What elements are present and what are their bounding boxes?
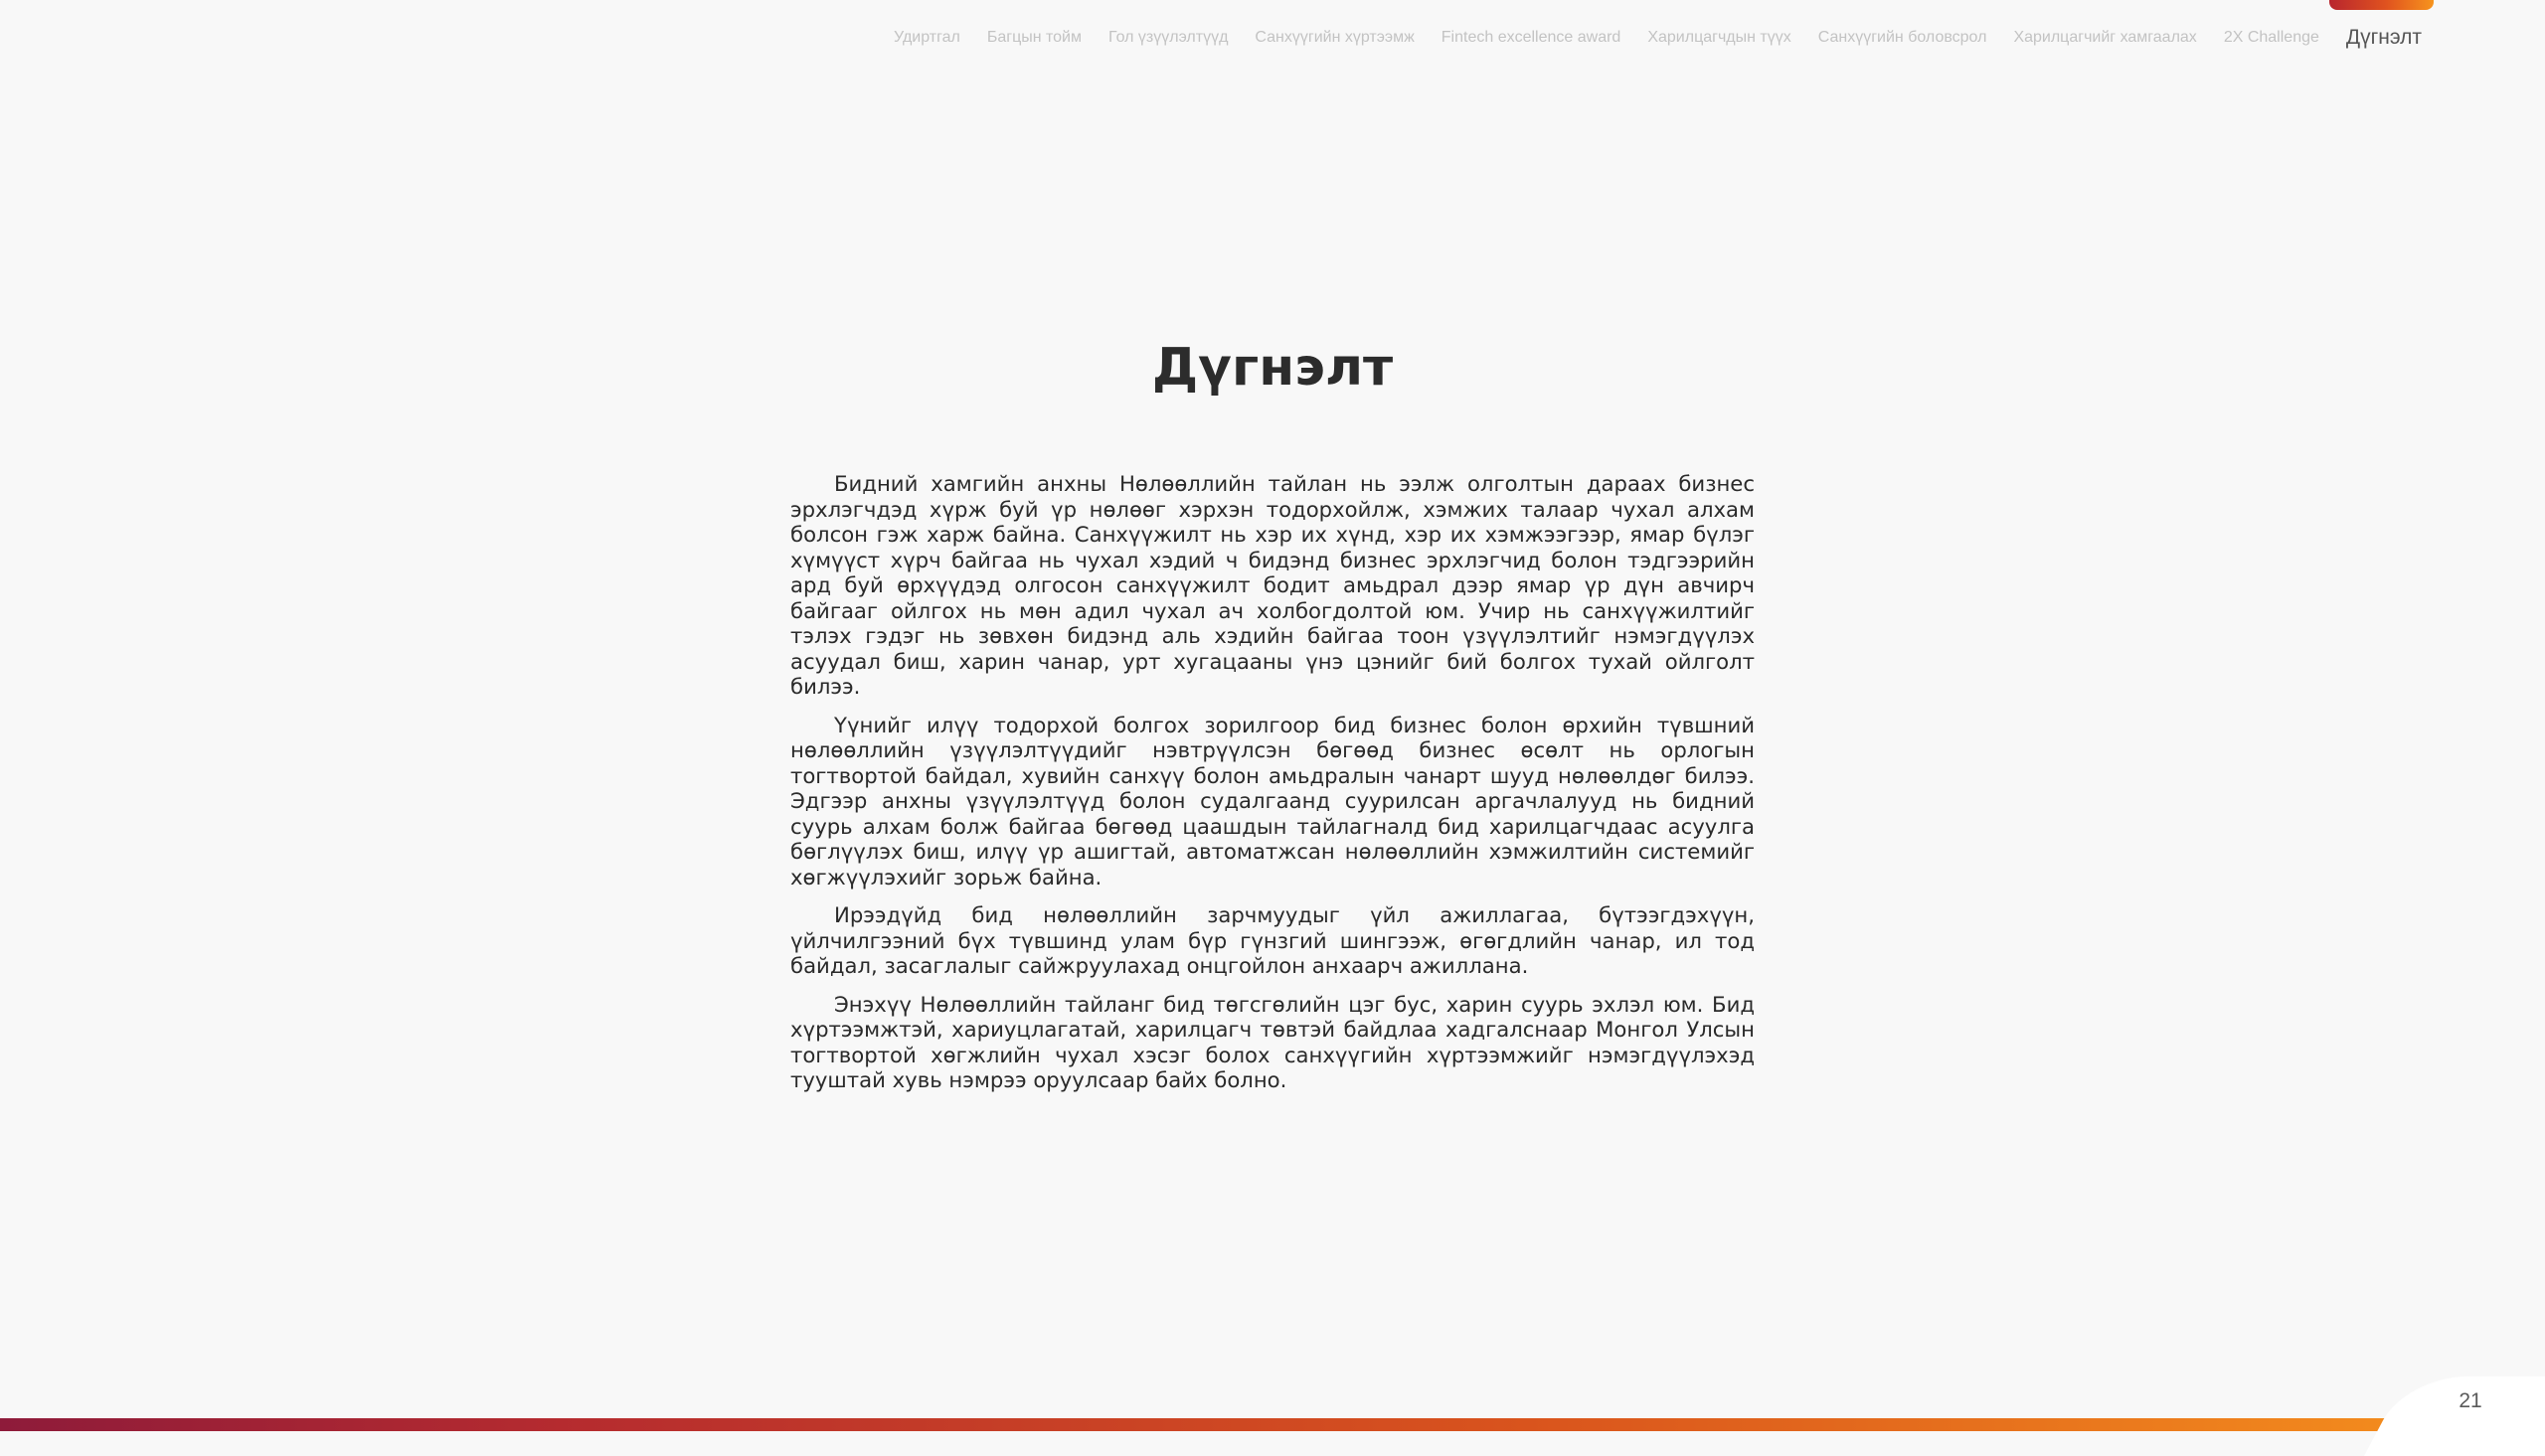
page-number: 21 — [2459, 1389, 2482, 1412]
nav-item-portfolio-overview[interactable]: Багцын тойм — [986, 29, 1082, 46]
nav-item-customer-protection[interactable]: Харилцагчийг хамгаалах — [2013, 29, 2197, 46]
paragraph-4: Энэхүү Нөлөөллийн тайланг бид төгсгөлийн цэг бус, харин суурь эхлэл юм. Бид хүртээмжтэй, хариуцлагатай, харилцагч төвтэй байдлаа хадгалснаар Монгол Улсын тогтвортой хөгжлийн чухал хэсэг болох санхүүгийн хүртээмжийг нэмэгдүүлэхэд тууштай хувь нэмрээ оруулсаар байх болно. — [790, 991, 1755, 1092]
page-number-tab — [2364, 1376, 2545, 1456]
bottom-gradient-bar — [0, 1418, 2545, 1431]
paragraph-1: Бидний хамгийн анхны Нөлөөллийн тайлан нь ээлж олголтын дараах бизнес эрхлэгчдэд хүрж буй үр нөлөөг хэрхэн тодорхойлж, хэмжих талаар чухал алхам болсон гэж харж байна. Санхүүжилт нь хэр их хүнд, хэр их хэмжээгээр, ямар бүлэг хүмүүст хүрч байгаа нь чухал хэдий ч бидэнд бизнес эрхлэгчид болон тэдгээрийн ард буй өрхүүдэд олгосон санхүүжилт бодит амьдрал дээр ямар үр дүн авчирч байгааг ойлгох нь мөн адил чухал ач холбогдолтой юм. Учир нь санхүүжилтийг тэлэх гэдэг нь зөвхөн бидэнд аль хэдийн байгаа тоон үзүүлэлтийг нэмэгдүүлэх асуудал биш, харин чанар, урт хугацааны үнэ цэнийг бий болгох тухай ойлголт билээ. — [790, 471, 1755, 699]
nav-item-financial-inclusion[interactable]: Санхүүгийн хүртээмж — [1255, 29, 1415, 46]
nav-item-financial-education[interactable]: Санхүүгийн боловсрол — [1817, 29, 1987, 46]
nav-item-customer-stories[interactable]: Харилцагчдын түүх — [1647, 29, 1791, 46]
nav-item-fintech-award[interactable]: Fintech excellence award — [1441, 29, 1621, 46]
nav-item-conclusion[interactable]: Дүгнэлт — [2345, 26, 2422, 49]
paragraph-2: Үүнийг илүү тодорхой болгох зорилгоор бид бизнес болон өрхийн түвшний нөлөөллийн үзүүлэлтүүдийг нэвтрүүлсэн бөгөөд бизнес өсөлт нь орлогын тогтвортой байдал, хувийн санхүү болон амьдралын чанарт шууд нөлөөлдөг билээ. Эдгээр анхны үзүүлэлтүүд болон судалгаанд суурилсан аргачлалууд нь бидний суурь алхам болж байгаа бөгөөд цаашдын тайлагналд бид харилцагчдаас асуулга бөглүүлэх биш, илүү үр ашигтай, автоматжсан нөлөөллийн хэмжилтийн системийг хөгжүүлэхийг зорьж байна. — [790, 712, 1755, 890]
nav-item-introduction[interactable]: Удиртгал — [894, 29, 960, 46]
page-title: Дүгнэлт — [1151, 338, 1394, 398]
top-navigation — [867, 26, 2422, 50]
nav-item-2x-challenge[interactable]: 2X Challenge — [2223, 29, 2319, 46]
paragraph-3: Ирээдүйд бид нөлөөллийн зарчмуудыг үйл ажиллагаа, бүтээгдэхүүн, үйлчилгээний бүх түвшинд улам бүр гүнзгий шингээж, өгөгдлийн чанар, ил тод байдал, засаглалыг сайжруулахад онцгойлон анхаарч ажиллана. — [790, 902, 1755, 978]
nav-item-key-indicators[interactable]: Гол үзүүлэлтүүд — [1108, 29, 1229, 46]
top-accent-bar — [2329, 0, 2434, 10]
conclusion-body — [790, 471, 1755, 1106]
